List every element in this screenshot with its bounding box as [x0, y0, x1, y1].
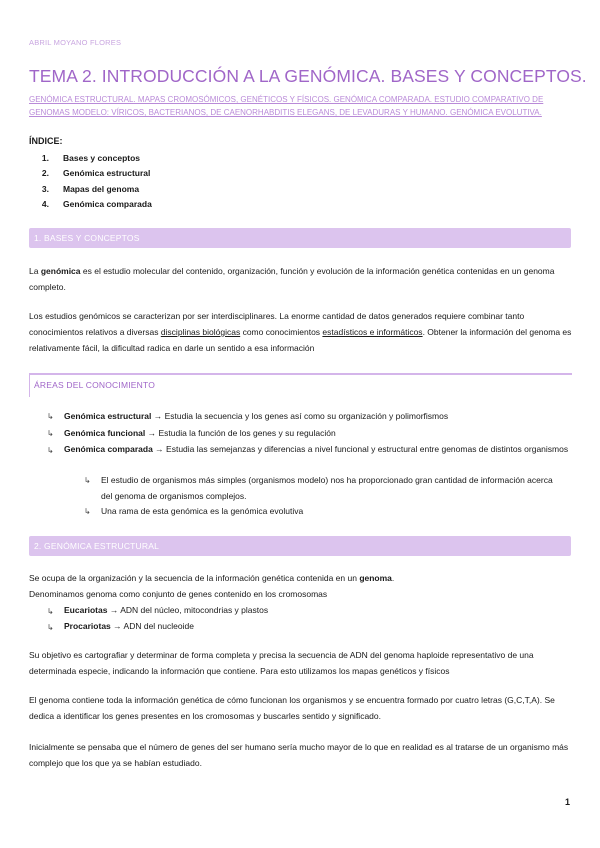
- sub-list-item: El estudio de organismos más simples (organismos modelo) nos ha proporcionado gran cantidad de información acerca del genoma de organismos complejos.: [101, 475, 553, 501]
- index-item-label: Genómica comparada: [63, 199, 152, 210]
- subsection-heading: ÁREAS DEL CONOCIMIENTO: [34, 380, 156, 390]
- index-item: 4. Genómica comparada: [41, 199, 152, 210]
- section-banner-bases: [29, 228, 571, 248]
- index-item-label: Bases y conceptos: [63, 153, 141, 163]
- page-title: TEMA 2. INTRODUCCIÓN A LA GENÓMICA. BASES Y CONCEPTOS.: [29, 66, 587, 86]
- index-item-label: Genómica estructural: [63, 168, 151, 179]
- section-banner-estructural: [29, 536, 571, 556]
- index-item: 1. Bases y conceptos: [41, 153, 141, 163]
- list-item: Genómica estructural → Estudia la secuencia y los genes así como su organización y polimorfismos: [64, 411, 449, 421]
- subsection-areas: [29, 373, 572, 397]
- index-heading: ÍNDICE:: [29, 136, 63, 146]
- paragraph-genoma-intro: Se ocupa de la organización y la secuencia de la información genética contenida en un genoma. Denominamos genoma como conjunto de genes contenido en los cromosomas: [29, 573, 395, 599]
- index-item: 3. Mapas del genoma: [41, 183, 140, 194]
- list-item: Eucariotas → ADN del núcleo, mitocondrias y plastos: [64, 605, 269, 615]
- index-item-label: Mapas del genoma: [63, 183, 140, 194]
- paragraph-genoma-letras: El genoma contiene toda la información genética de cómo funcionan los organismos y se encuentra formado por cuatro letras (G,C,T,A). Se dedica a identificar los genes presentes en los cromosomas y buscarles sentido y significado.: [29, 695, 555, 721]
- list-item: Procariotas → ADN del nucleoide: [64, 621, 194, 631]
- index-item: 2. Genómica estructural: [41, 168, 151, 179]
- arrow-bullet-icon: ↳: [47, 429, 54, 438]
- paragraph-genomica-definition: La genómica es el estudio molecular del contenido, organización, función y evolución de la información genética contenidas en un genoma completo.: [29, 266, 555, 292]
- paragraph-interdisciplinary: Los estudios genómicos se caracterizan por ser interdisciplinares. La enorme cantidad de datos generados requiere combinar tanto conocimientos relativos a diversas disciplinas biológicas como conocimientos estadísticos e informáticos. Obtener la información del genoma es relativamente fácil, la dificultad radica en darle un sentido a esa información: [29, 311, 572, 353]
- page-number: 1: [565, 797, 571, 807]
- section-heading: 1. BASES Y CONCEPTOS: [34, 233, 140, 243]
- list-item: Genómica comparada → Estudia las semejanzas y diferencias a nivel funcional y estructural entre genomas de distintos organismos: [64, 444, 569, 454]
- subtitle-topics[interactable]: GENÓMICA ESTRUCTURAL. MAPAS CROMOSÓMICOS, GENÉTICOS Y FÍSICOS. GENÓMICA COMPARADA. ESTUDIO COMPARATIVO DE GENOMAS MODELO: VÍRICOS, BACTERIANOS, DE CAENORHABDITIS ELEGANS, DE LEVADURAS Y HUMANO. GENÓMICA EVOLUTIVA.: [29, 95, 544, 117]
- paragraph-objetivo: Su objetivo es cartografiar y determinar de forma completa y precisa la secuencia de ADN del genoma haploide representativo de una determinada especie, indicando la información que contiene. Para esto utilizamos los mapas genéticos y físicos: [29, 650, 534, 676]
- sub-list-item: Una rama de esta genómica es la genómica evolutiva: [101, 506, 304, 516]
- arrow-bullet-icon: ↳: [47, 412, 54, 421]
- list-item: Genómica funcional → Estudia la función de los genes y su regulación: [64, 428, 336, 438]
- section-heading: 2. GENÓMICA ESTRUCTURAL: [34, 541, 160, 551]
- arrow-bullet-icon: ↳: [84, 476, 91, 485]
- arrow-bullet-icon: ↳: [47, 607, 54, 616]
- arrow-bullet-icon: ↳: [47, 446, 54, 455]
- paragraph-numero-genes: Inicialmente se pensaba que el número de genes del ser humano sería mucho mayor de lo que en realidad es al tratarse de un organismo más complejo que los que ya se habían estudiado.: [29, 742, 569, 768]
- arrow-bullet-icon: ↳: [47, 623, 54, 632]
- arrow-bullet-icon: ↳: [84, 507, 91, 516]
- index-list: [29, 151, 152, 213]
- author-name: ABRIL MOYANO FLORES: [29, 38, 122, 47]
